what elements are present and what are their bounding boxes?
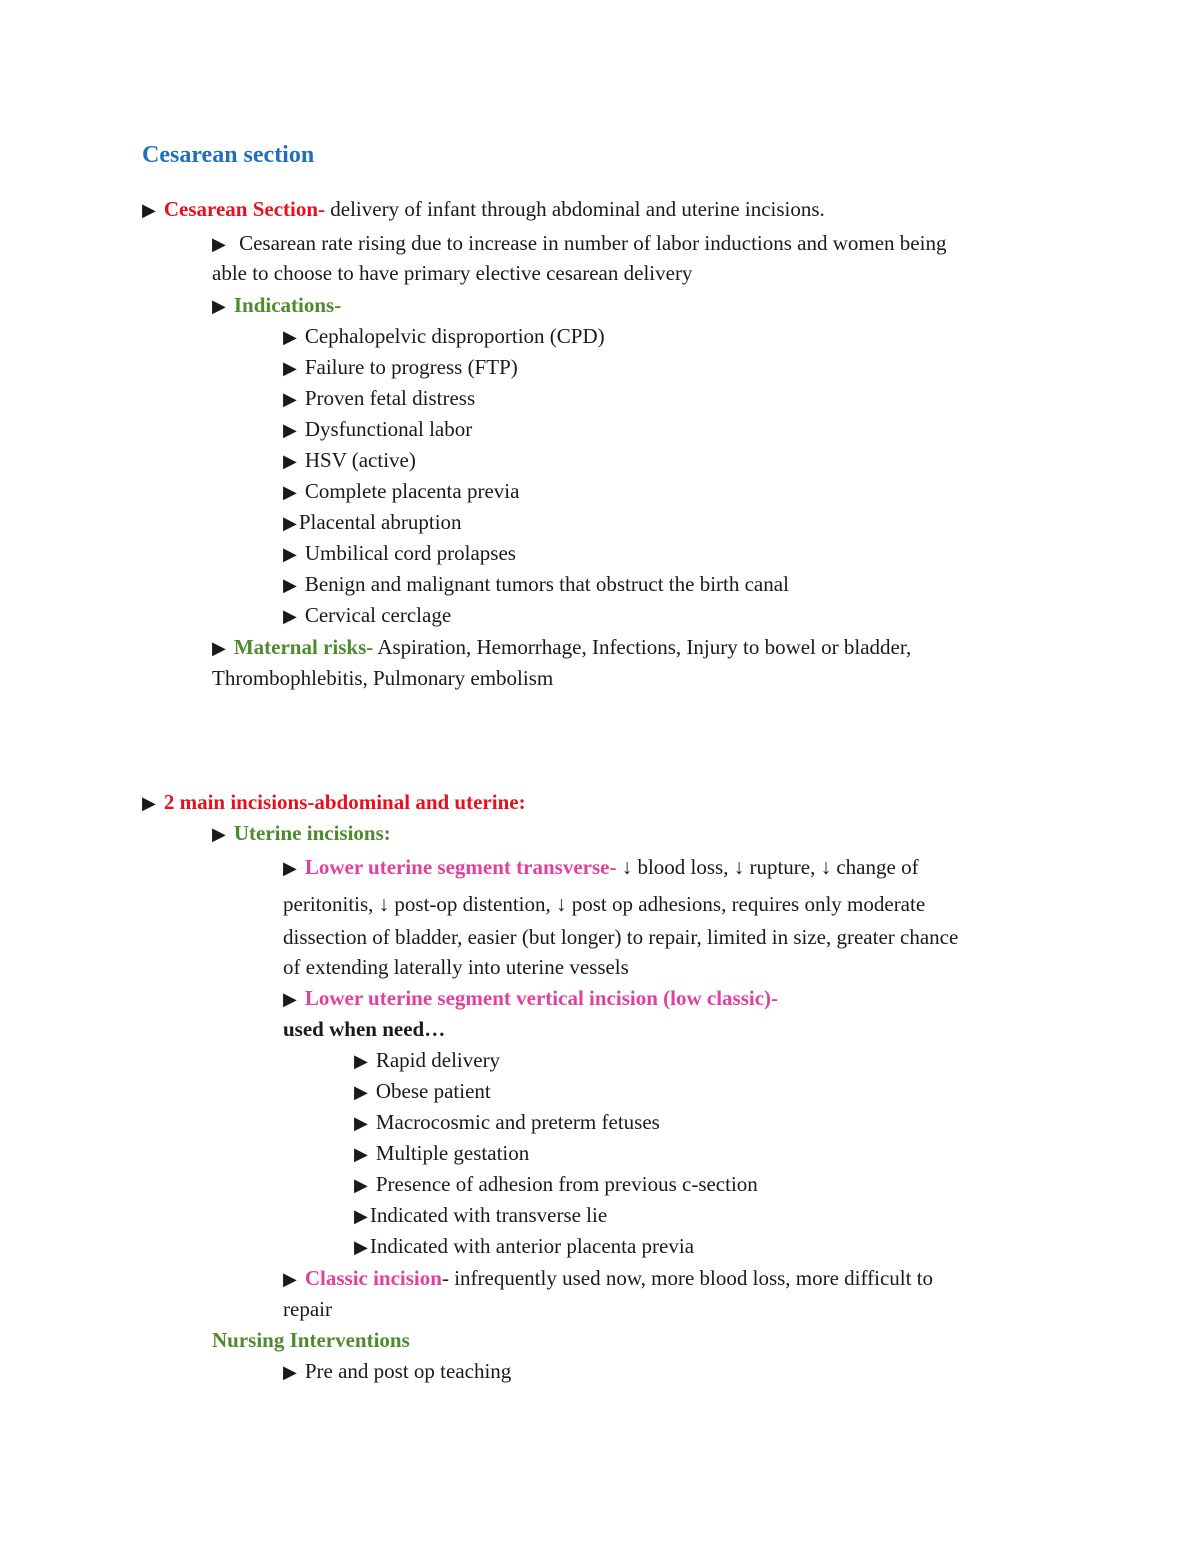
triangle-bullet-icon: ▶ <box>354 1113 368 1133</box>
need-text: Rapid delivery <box>375 1048 501 1072</box>
lower-segment-vertical-label: Lower uterine segment vertical incision (low classic)- <box>304 986 779 1010</box>
need-text: Indicated with transverse lie <box>369 1203 608 1227</box>
lower-segment-transverse-text: ↓ blood loss, ↓ rupture, ↓ change of <box>616 855 919 879</box>
classic-incision-text: - infrequently used now, more blood loss, more difficult to <box>441 1266 934 1290</box>
lower-segment-transverse-continuation: dissection of bladder, easier (but longer) to repair, limited in size, greater chance <box>283 925 959 949</box>
indication-text: Complete placenta previa <box>304 479 520 503</box>
lower-segment-transverse-continuation: peritonitis, ↓ post-op distention, ↓ post op adhesions, requires only moderate <box>283 892 926 916</box>
cesarean-section-item <box>142 194 825 225</box>
list-item <box>354 1076 491 1107</box>
maternal-risks-continuation: Thrombophlebitis, Pulmonary embolism <box>212 666 554 690</box>
need-text: Indicated with anterior placenta previa <box>369 1234 695 1258</box>
indication-text: Placental abruption <box>298 510 462 534</box>
triangle-bullet-icon: ▶ <box>283 482 297 502</box>
nursing-interventions-heading: Nursing Interventions <box>212 1328 410 1352</box>
indications-label: Indications- <box>233 293 342 317</box>
indication-text: Proven fetal distress <box>304 386 476 410</box>
triangle-bullet-icon: ▶ <box>212 234 226 254</box>
triangle-bullet-icon: ▶ <box>142 200 156 220</box>
triangle-bullet-icon: ▶ <box>354 1144 368 1164</box>
list-item <box>283 476 519 507</box>
triangle-bullet-icon: ▶ <box>283 989 297 1009</box>
lower-segment-transverse-continuation: of extending laterally into uterine vessels <box>283 955 629 979</box>
indication-text: Cervical cerclage <box>304 603 452 627</box>
lower-segment-transverse-label: Lower uterine segment transverse- <box>304 855 617 879</box>
triangle-bullet-icon: ▶ <box>212 638 226 658</box>
triangle-bullet-icon: ▶ <box>283 1362 297 1382</box>
triangle-bullet-icon: ▶ <box>354 1082 368 1102</box>
need-text: Presence of adhesion from previous c-section <box>375 1172 758 1196</box>
indication-text: Benign and malignant tumors that obstruct the birth canal <box>304 572 789 596</box>
list-item <box>283 1356 511 1387</box>
maternal-risks-text: Aspiration, Hemorrhage, Infections, Injury to bowel or bladder, <box>373 635 912 659</box>
list-item <box>354 1169 758 1200</box>
list-item <box>283 445 416 476</box>
uterine-incisions-label: Uterine incisions: <box>233 821 391 845</box>
cesarean-rate-item <box>212 228 946 259</box>
triangle-bullet-icon: ▶ <box>283 513 297 533</box>
need-text: Multiple gestation <box>375 1141 530 1165</box>
nursing-text: Pre and post op teaching <box>304 1359 512 1383</box>
page-title: Cesarean section <box>142 142 315 168</box>
triangle-bullet-icon: ▶ <box>354 1237 368 1257</box>
used-when-label: used when need… <box>283 1017 446 1041</box>
classic-incision-continuation: repair <box>283 1297 332 1321</box>
triangle-bullet-icon: ▶ <box>283 420 297 440</box>
triangle-bullet-icon: ▶ <box>283 606 297 626</box>
list-item <box>354 1045 500 1076</box>
cesarean-section-label: Cesarean Section- <box>163 197 326 221</box>
list-item <box>354 1231 694 1262</box>
triangle-bullet-icon: ▶ <box>283 451 297 471</box>
cesarean-rate-text: Cesarean rate rising due to increase in number of labor inductions and women being <box>233 231 947 255</box>
list-item <box>283 383 475 414</box>
triangle-bullet-icon: ▶ <box>212 296 226 316</box>
triangle-bullet-icon: ▶ <box>212 824 226 844</box>
triangle-bullet-icon: ▶ <box>354 1206 368 1226</box>
triangle-bullet-icon: ▶ <box>283 358 297 378</box>
triangle-bullet-icon: ▶ <box>283 1269 297 1289</box>
maternal-risks-item <box>212 632 911 663</box>
triangle-bullet-icon: ▶ <box>283 544 297 564</box>
list-item <box>283 414 472 445</box>
triangle-bullet-icon: ▶ <box>283 858 297 878</box>
classic-incision-label: Classic incision <box>304 1266 442 1290</box>
indications-heading <box>212 290 341 321</box>
list-item <box>354 1200 607 1231</box>
triangle-bullet-icon: ▶ <box>283 575 297 595</box>
need-text: Macrocosmic and preterm fetuses <box>375 1110 660 1134</box>
list-item <box>283 600 451 631</box>
cesarean-rate-continuation: able to choose to have primary elective cesarean delivery <box>212 261 693 285</box>
maternal-risks-label: Maternal risks- <box>233 635 374 659</box>
indication-text: Umbilical cord prolapses <box>304 541 516 565</box>
triangle-bullet-icon: ▶ <box>283 327 297 347</box>
need-text: Obese patient <box>375 1079 491 1103</box>
main-incisions-item <box>142 787 526 818</box>
list-item <box>354 1107 660 1138</box>
cesarean-section-definition: delivery of infant through abdominal and uterine incisions. <box>325 197 825 221</box>
triangle-bullet-icon: ▶ <box>354 1051 368 1071</box>
uterine-incisions-heading <box>212 818 391 849</box>
indication-text: Dysfunctional labor <box>304 417 473 441</box>
main-incisions-label: 2 main incisions-abdominal and uterine: <box>163 790 526 814</box>
list-item <box>283 352 518 383</box>
list-item <box>283 569 789 600</box>
triangle-bullet-icon: ▶ <box>354 1175 368 1195</box>
lower-segment-transverse-item <box>283 852 919 883</box>
indication-text: HSV (active) <box>304 448 416 472</box>
list-item <box>283 538 516 569</box>
indication-text: Failure to progress (FTP) <box>304 355 518 379</box>
indication-text: Cephalopelvic disproportion (CPD) <box>304 324 605 348</box>
triangle-bullet-icon: ▶ <box>283 389 297 409</box>
list-item <box>283 507 462 538</box>
classic-incision-item <box>283 1263 933 1294</box>
triangle-bullet-icon: ▶ <box>142 793 156 813</box>
list-item <box>354 1138 529 1169</box>
lower-segment-vertical-item <box>283 983 778 1014</box>
list-item <box>283 321 605 352</box>
